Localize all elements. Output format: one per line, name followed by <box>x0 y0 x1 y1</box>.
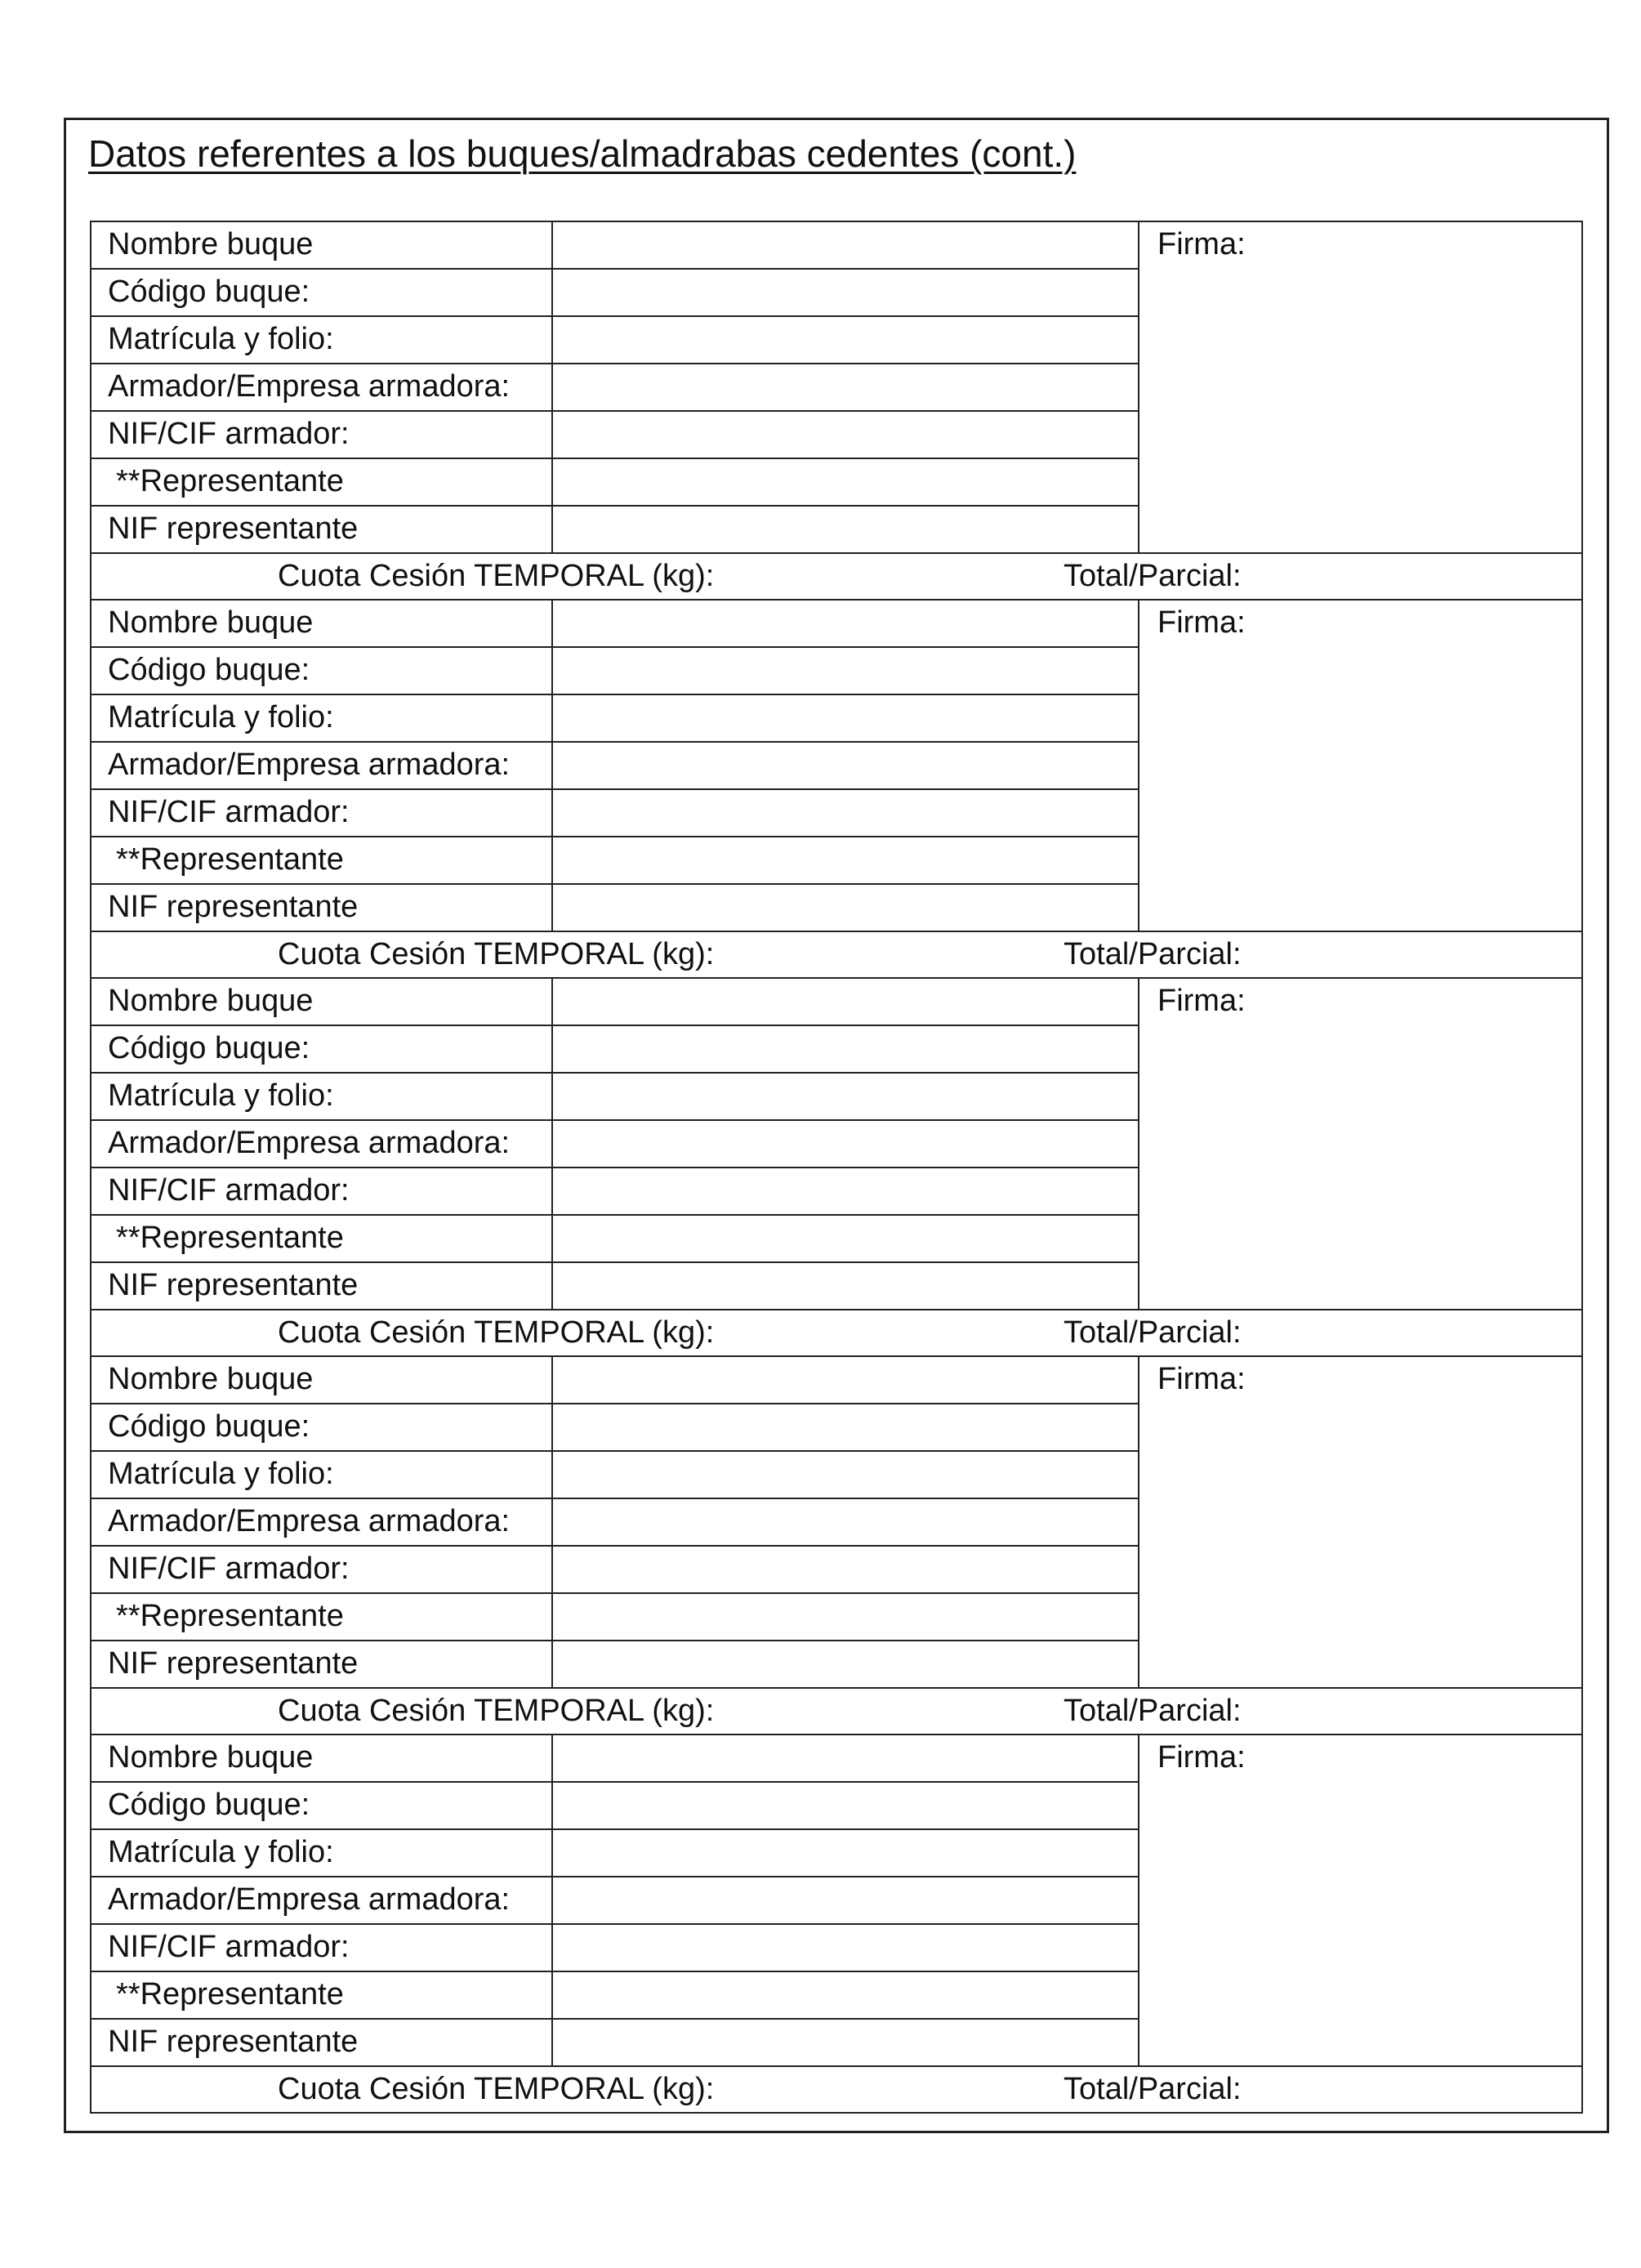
representative-tax-id-field[interactable] <box>553 1263 1139 1310</box>
vessel-code-field[interactable] <box>553 270 1139 317</box>
page-title: Datos referentes a los buques/almadrabas cedentes (cont.) <box>88 132 1077 175</box>
owner-tax-id-field[interactable] <box>553 1547 1139 1594</box>
representative-field[interactable] <box>553 837 1139 885</box>
vessel-block-2 <box>91 600 1583 979</box>
representative-label: **Representante <box>91 1594 553 1641</box>
representative-label: **Representante <box>91 459 553 507</box>
registration-label: Matrícula y folio: <box>91 317 553 364</box>
owner-tax-id-label: NIF/CIF armador: <box>91 1168 553 1216</box>
vessel-name-field[interactable] <box>553 600 1139 648</box>
vessel-code-label: Código buque: <box>91 1783 553 1830</box>
total-partial-label: Total/Parcial: <box>1064 2072 1242 2106</box>
owner-tax-id-label: NIF/CIF armador: <box>91 412 553 459</box>
owner-field[interactable] <box>553 364 1139 412</box>
owner-field[interactable] <box>553 1877 1139 1925</box>
owner-field[interactable] <box>553 1121 1139 1168</box>
vessel-code-field[interactable] <box>553 1026 1139 1074</box>
representative-tax-id-field[interactable] <box>553 507 1139 554</box>
representative-tax-id-field[interactable] <box>553 1641 1139 1689</box>
registration-field[interactable] <box>553 1452 1139 1499</box>
vessel-details-grid <box>91 600 1583 932</box>
vessel-block-4 <box>91 1357 1583 1735</box>
owner-tax-id-label: NIF/CIF armador: <box>91 1547 553 1594</box>
signature-area[interactable]: Firma: <box>1139 979 1583 1310</box>
representative-tax-id-field[interactable] <box>553 885 1139 932</box>
vessel-details-grid <box>91 979 1583 1310</box>
quota-label: Cuota Cesión TEMPORAL (kg): <box>278 1694 715 1728</box>
registration-label: Matrícula y folio: <box>91 1074 553 1121</box>
representative-field[interactable] <box>553 1594 1139 1641</box>
vessel-name-field[interactable] <box>553 979 1139 1026</box>
owner-field[interactable] <box>553 743 1139 790</box>
vessel-code-field[interactable] <box>553 648 1139 695</box>
owner-label: Armador/Empresa armadora: <box>91 1121 553 1168</box>
vessel-details-grid <box>91 222 1583 554</box>
total-partial-label: Total/Parcial: <box>1064 937 1242 971</box>
quota-row[interactable] <box>91 1689 1583 1735</box>
vessel-details-grid <box>91 1357 1583 1689</box>
owner-label: Armador/Empresa armadora: <box>91 1877 553 1925</box>
quota-row[interactable] <box>91 554 1583 600</box>
representative-tax-id-label: NIF representante <box>91 1263 553 1310</box>
registration-label: Matrícula y folio: <box>91 1452 553 1499</box>
vessel-name-field[interactable] <box>553 1357 1139 1404</box>
representative-label: **Representante <box>91 837 553 885</box>
vessel-block-1 <box>91 222 1583 600</box>
quota-row[interactable] <box>91 1310 1583 1357</box>
vessel-name-label: Nombre buque <box>91 600 553 648</box>
vessel-name-field[interactable] <box>553 222 1139 270</box>
vessel-code-label: Código buque: <box>91 1404 553 1452</box>
vessel-code-label: Código buque: <box>91 270 553 317</box>
quota-label: Cuota Cesión TEMPORAL (kg): <box>278 2072 715 2106</box>
owner-tax-id-label: NIF/CIF armador: <box>91 1925 553 1972</box>
owner-tax-id-field[interactable] <box>553 1925 1139 1972</box>
registration-field[interactable] <box>553 317 1139 364</box>
signature-area[interactable]: Firma: <box>1139 222 1583 554</box>
representative-tax-id-field[interactable] <box>553 2020 1139 2067</box>
representative-label: **Representante <box>91 1216 553 1263</box>
total-partial-label: Total/Parcial: <box>1064 559 1242 593</box>
representative-tax-id-label: NIF representante <box>91 2020 553 2067</box>
representative-field[interactable] <box>553 1216 1139 1263</box>
vessel-code-field[interactable] <box>553 1783 1139 1830</box>
vessel-name-label: Nombre buque <box>91 222 553 270</box>
registration-field[interactable] <box>553 1074 1139 1121</box>
owner-tax-id-label: NIF/CIF armador: <box>91 790 553 837</box>
registration-field[interactable] <box>553 695 1139 743</box>
representative-tax-id-label: NIF representante <box>91 885 553 932</box>
vessel-code-label: Código buque: <box>91 1026 553 1074</box>
vessel-name-label: Nombre buque <box>91 1357 553 1404</box>
registration-field[interactable] <box>553 1830 1139 1877</box>
quota-label: Cuota Cesión TEMPORAL (kg): <box>278 1315 715 1350</box>
owner-field[interactable] <box>553 1499 1139 1547</box>
quota-row[interactable] <box>91 2067 1583 2114</box>
vessel-code-field[interactable] <box>553 1404 1139 1452</box>
vessel-code-label: Código buque: <box>91 648 553 695</box>
quota-label: Cuota Cesión TEMPORAL (kg): <box>278 559 715 593</box>
signature-area[interactable]: Firma: <box>1139 1735 1583 2067</box>
vessel-name-field[interactable] <box>553 1735 1139 1783</box>
owner-label: Armador/Empresa armadora: <box>91 1499 553 1547</box>
vessel-name-label: Nombre buque <box>91 979 553 1026</box>
vessel-block-5 <box>91 1735 1583 2114</box>
representative-tax-id-label: NIF representante <box>91 1641 553 1689</box>
owner-tax-id-field[interactable] <box>553 790 1139 837</box>
registration-label: Matrícula y folio: <box>91 695 553 743</box>
owner-tax-id-field[interactable] <box>553 412 1139 459</box>
total-partial-label: Total/Parcial: <box>1064 1315 1242 1350</box>
representative-field[interactable] <box>553 459 1139 507</box>
registration-label: Matrícula y folio: <box>91 1830 553 1877</box>
representative-label: **Representante <box>91 1972 553 2020</box>
vessel-details-grid <box>91 1735 1583 2067</box>
vessel-block-3 <box>91 979 1583 1357</box>
total-partial-label: Total/Parcial: <box>1064 1694 1242 1728</box>
vessel-blocks <box>90 221 1583 2114</box>
representative-tax-id-label: NIF representante <box>91 507 553 554</box>
owner-label: Armador/Empresa armadora: <box>91 364 553 412</box>
representative-field[interactable] <box>553 1972 1139 2020</box>
owner-tax-id-field[interactable] <box>553 1168 1139 1216</box>
signature-area[interactable]: Firma: <box>1139 600 1583 932</box>
vessel-name-label: Nombre buque <box>91 1735 553 1783</box>
quota-label: Cuota Cesión TEMPORAL (kg): <box>278 937 715 971</box>
owner-label: Armador/Empresa armadora: <box>91 743 553 790</box>
quota-row[interactable] <box>91 932 1583 979</box>
signature-area[interactable]: Firma: <box>1139 1357 1583 1689</box>
